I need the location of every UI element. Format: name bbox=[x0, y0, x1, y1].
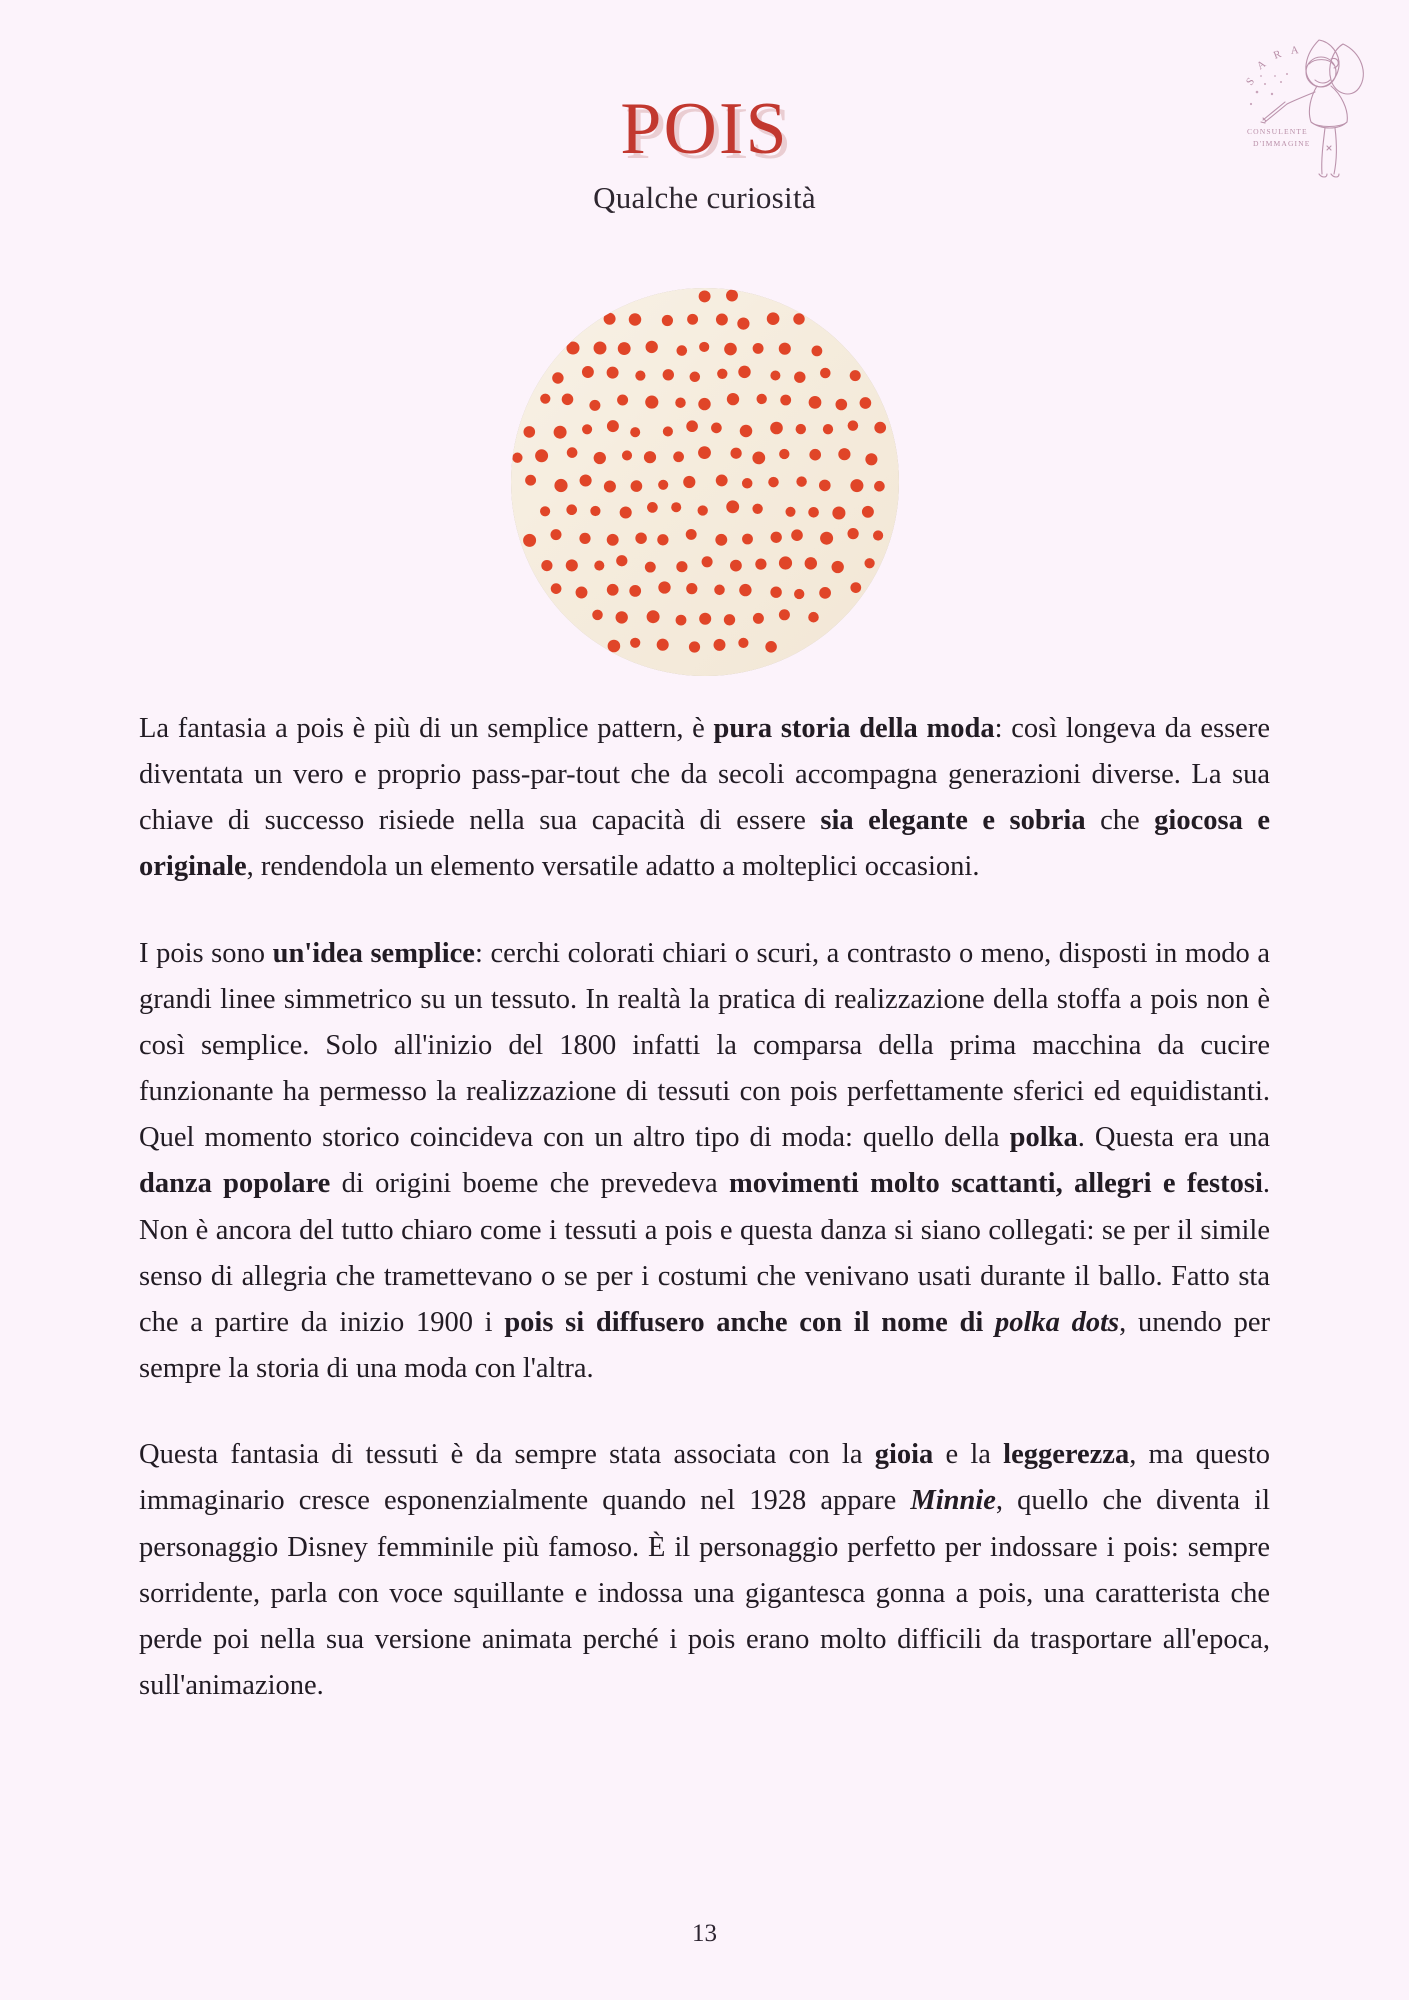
logo-tagline-line2: D'IMMAGINE bbox=[1253, 139, 1311, 148]
logo-tagline-line1: CONSULENTE bbox=[1247, 127, 1308, 136]
logo-letter-a1: A bbox=[1254, 57, 1270, 73]
polka-dot-pattern-image bbox=[511, 288, 899, 676]
paragraph-3: Questa fantasia di tessuti è da sempre stata associata con la gioia e la leggerezza, ma questo immaginario cresce esponenzialmente quando nel 1928 appare Minnie, quello che diventa il personaggio Disney femminile più famoso. È il personaggio perfetto per indossare i pois: sempre sorridente, parla con voce squillante e indossa una gigantesca gonna a pois, una caratterista che perde poi nella sua versione animata perché i pois erano molto difficili da trasportare all'epoca, sull'animazione. bbox=[139, 1439, 1270, 1701]
figure-polka-dot-fabric bbox=[511, 288, 899, 676]
article-body bbox=[139, 706, 1270, 1709]
logo-letter-a2: A bbox=[1290, 44, 1301, 57]
paragraph-2: I pois sono un'idea semplice: cerchi colorati chiari o scuri, a contrasto o meno, disposti in modo a grandi linee simmetrico su un tessuto. In realtà la pratica di realizzazione della stoffa a pois non è così semplice. Solo all'inizio del 1800 infatti la comparsa della prima macchina da cucire funzionante ha permesso la realizzazione di tessuti con pois perfettamente sferici ed equidistanti. Quel momento storico coincideva con un altro tipo di moda: quello della polka. Questa era una danza popolare di origini boeme che prevedeva movimenti molto scattanti, allegri e festosi. Non è ancora del tutto chiaro come i tessuti a pois e questa danza si siano collegati: se per il simile senso di allegria che tramettevano o se per i costumi che venivano usati durante il ballo. Fatto sta che a partire da inizio 1900 i pois si diffusero anche con il nome di polka dots, unendo per sempre la storia di una moda con l'altra. bbox=[139, 937, 1270, 1385]
logo-letter-s: S bbox=[1243, 74, 1258, 88]
page-number: 13 bbox=[692, 1920, 717, 1947]
title-block bbox=[0, 88, 1409, 216]
logo-letter-r: R bbox=[1271, 47, 1284, 62]
page-title: POIS bbox=[620, 88, 789, 170]
figure-circle-mask bbox=[511, 288, 899, 676]
paragraph-1: La fantasia a pois è più di un semplice pattern, è pura storia della moda: così longeva da essere diventata un vero e proprio pass-par-tout che da secoli accompagna generazioni diverse. La sua chiave di successo risiede nella sua capacità di essere sia elegante e sobria che giocosa e originale, rendendola un elemento versatile adatto a molteplici occasioni. bbox=[139, 713, 1270, 883]
page-subtitle: Qualche curiosità bbox=[593, 180, 816, 215]
